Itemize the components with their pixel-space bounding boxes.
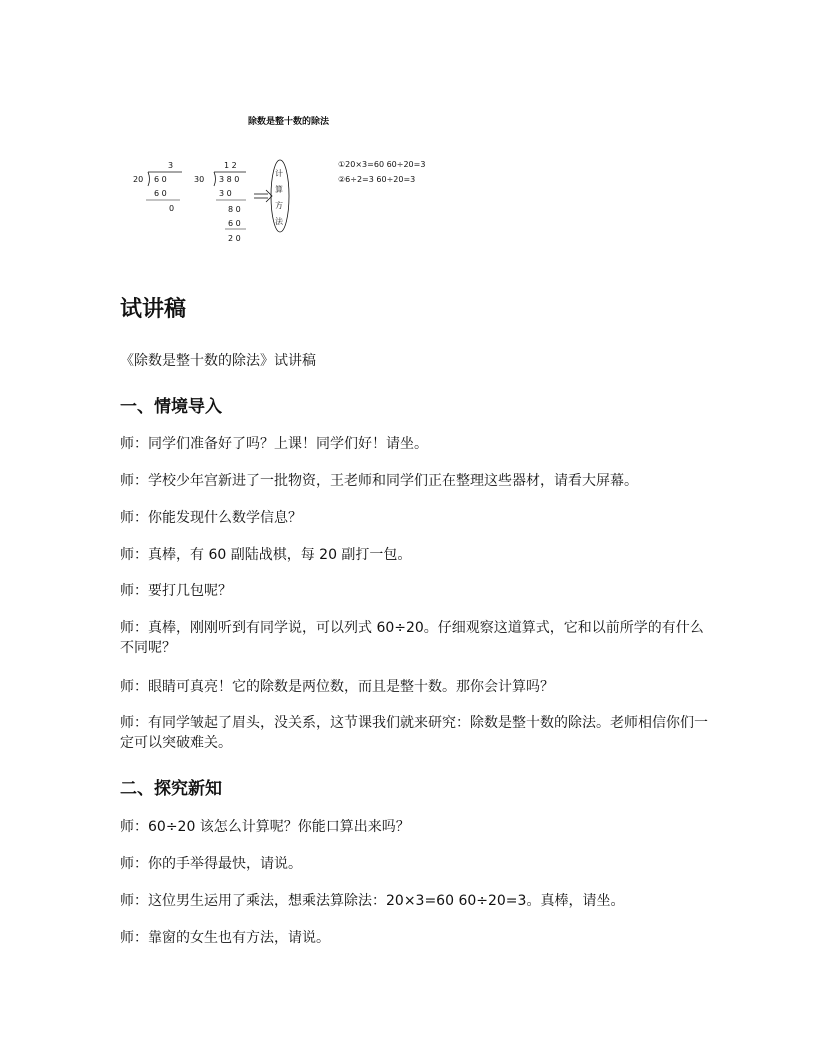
ex1-dividend: 6 0 [154, 175, 167, 184]
board-diagram [120, 108, 460, 248]
ex2-step2: 8 0 [228, 205, 241, 214]
ex1-product: 6 0 [154, 189, 167, 198]
ex2-quotient: 1 2 [224, 161, 237, 170]
paragraph-12: 师：靠窗的女生也有方法，请说。 [120, 930, 330, 946]
paragraph-7: 师：眼睛可真亮！它的除数是两位数，而且是整十数。那你会计算吗？ [120, 679, 554, 695]
double-arrow-icon [254, 190, 272, 202]
section-heading-1: 一、情境导入 [120, 397, 222, 417]
ex2-divisor: 30 [194, 175, 205, 184]
ex2-step3: 6 0 [228, 219, 241, 228]
ex1-remainder: 0 [169, 204, 175, 213]
oval-char-1: 计 [275, 169, 283, 178]
paragraph-6: 师：真棒，刚刚听到有同学说，可以列式 60÷20。仔细观察这道算式，它和以前所学的有什么不同呢？ [120, 620, 704, 656]
document-title: 试讲稿 [120, 297, 187, 322]
paragraph-4: 师：真棒，有 60 副陆战棋，每 20 副打一包。 [120, 547, 412, 563]
oval-char-3: 方 [275, 201, 283, 210]
method-1: ①20×3=60 60÷20=3 [338, 160, 426, 169]
paragraph-9: 师：60÷20 该怎么计算呢？你能口算出来吗？ [120, 819, 410, 835]
ex2-step1: 3 0 [219, 189, 232, 198]
long-division-diagram [120, 108, 460, 248]
method-2: ②6÷2=3 60÷20=3 [338, 175, 416, 184]
paragraph-3: 师：你能发现什么数学信息？ [120, 510, 302, 526]
paragraph-10: 师：你的手举得最快，请说。 [120, 856, 302, 872]
ex2-remainder: 2 0 [228, 234, 241, 243]
oval-char-4: 法 [275, 217, 283, 226]
paragraph-2: 师：学校少年宫新进了一批物资，王老师和同学们正在整理这些器材，请看大屏幕。 [120, 473, 638, 489]
paragraph-5: 师：要打几包呢？ [120, 583, 232, 599]
oval-char-2: 算 [275, 185, 283, 194]
paragraph-11: 师：这位男生运用了乘法，想乘法算除法：20×3=60 60÷20=3。真棒，请坐。 [120, 893, 625, 909]
ex2-dividend: 3 8 0 [219, 175, 240, 184]
section-heading-2: 二、探究新知 [120, 779, 222, 799]
paragraph-8: 师：有同学皱起了眉头，没关系，这节课我们就来研究：除数是整十数的除法。老师相信你们一定可以突破难关。 [120, 715, 708, 751]
paragraph-1: 师：同学们准备好了吗？上课！同学们好！请坐。 [120, 436, 428, 452]
ex1-divisor: 20 [133, 175, 144, 184]
ex1-quotient: 3 [168, 161, 174, 170]
document-subtitle: 《除数是整十数的除法》试讲稿 [120, 353, 316, 369]
diagram-title: 除数是整十数的除法 [248, 117, 330, 127]
